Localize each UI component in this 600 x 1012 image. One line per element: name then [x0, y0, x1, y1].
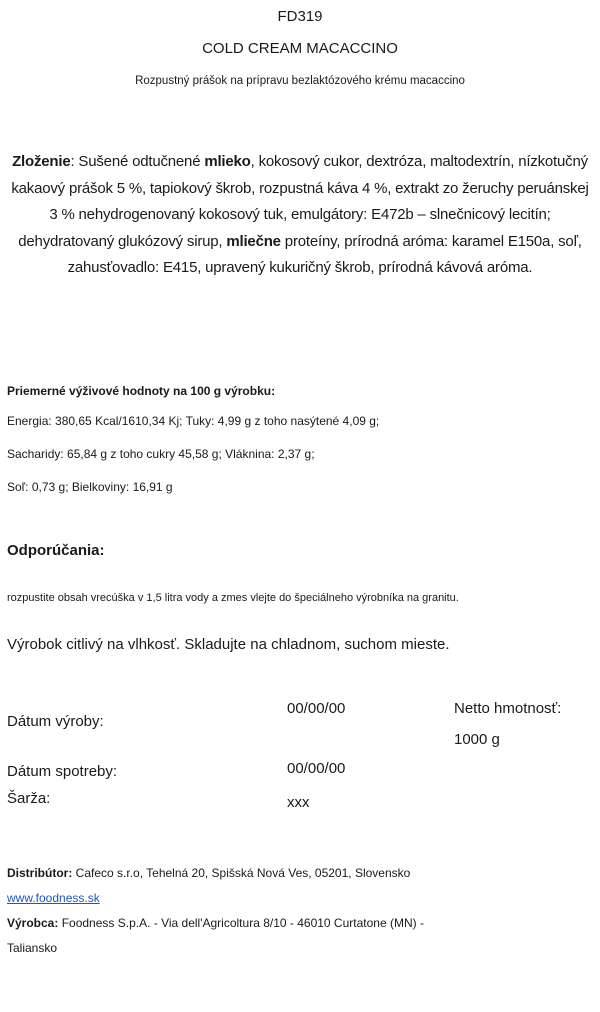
ingredients-text-3: proteíny, prírodná aróma: karamel E150a, soľ, zahusťovadlo: E415, upravený kukuričný škrob, prírodná kávová aróma. [67, 232, 582, 276]
ingredients-text-2: , kokosový cukor, dextróza, maltodextrín, nízkotučný kakaový prášok 5 %, tapiokový škrob, rozpustná káva 4 %, extrakt zo žeruchy peruánskej 3 % nehydrogenovaný kokosový tuk, emulgátory: E472b – slnečnicový lecitín; dehydratovaný glukózový sirup, [11, 153, 589, 250]
product-subtitle: Rozpustný prášok na prípravu bezlaktózového krému macaccino [135, 75, 465, 87]
storage-note: Výrobok citlivý na vlhkosť. Skladujte na chladnom, suchom mieste. [7, 636, 450, 653]
distributor-text: Cafeco s.r.o, Tehelná 20, Spišská Nová Ves, 05201, Slovensko [72, 866, 411, 880]
expiry-date-value: 00/00/00 [287, 760, 346, 777]
recommendations-text: rozpustite obsah vrecúška v 1,5 litra vody a zmes vlejte do špeciálneho výrobníka na granitu. [7, 592, 459, 604]
nutrition-title: Priemerné výživové hodnoty na 100 g výrobku: [7, 384, 276, 398]
production-date-label: Dátum výroby: [7, 713, 104, 730]
expiry-date-label: Dátum spotreby: [7, 763, 118, 780]
nutrition-line-salt: Soľ: 0,73 g; Bielkoviny: 16,91 g [7, 480, 173, 494]
ingredients-paragraph [10, 149, 590, 282]
producer-country: Taliansko [7, 941, 58, 955]
production-date-value: 00/00/00 [287, 700, 346, 717]
ingredients-label: Zloženie [12, 153, 71, 170]
website-link[interactable]: www.foodness.sk [7, 891, 100, 905]
distributor-line [7, 866, 410, 880]
distributor-label: Distribútor: [7, 866, 73, 880]
batch-value: xxx [287, 794, 310, 811]
recommendations-title-colon: : [99, 542, 105, 559]
producer-text: Foodness S.p.A. - Via dell'Agricoltura 8/10 - 46010 Curtatone (MN) - [58, 916, 424, 930]
producer-line [7, 916, 424, 930]
nutrition-line-carbs: Sacharidy: 65,84 g z toho cukry 45,58 g; Vláknina: 2,37 g; [7, 447, 315, 461]
batch-label: Šarža: [7, 790, 51, 807]
nutrition-line-energy: Energia: 380,65 Kcal/1610,34 Kj; Tuky: 4,99 g z toho nasýtené 4,09 g; [7, 414, 380, 428]
recommendations-title [7, 542, 105, 559]
recommendations-title-text: Odporúčania [7, 542, 100, 559]
ingredients-allergen-milk: mlieko [204, 153, 251, 170]
product-code: FD319 [277, 8, 323, 25]
net-weight-value: 1000 g [454, 731, 500, 748]
product-title: COLD CREAM MACACCINO [202, 40, 398, 57]
producer-label: Výrobca: [7, 916, 59, 930]
net-weight-label: Netto hmotnosť: [454, 700, 562, 717]
ingredients-allergen-milk-protein: mliečne [226, 232, 281, 250]
ingredients-text-1: : Sušené odtučnené [70, 153, 205, 170]
